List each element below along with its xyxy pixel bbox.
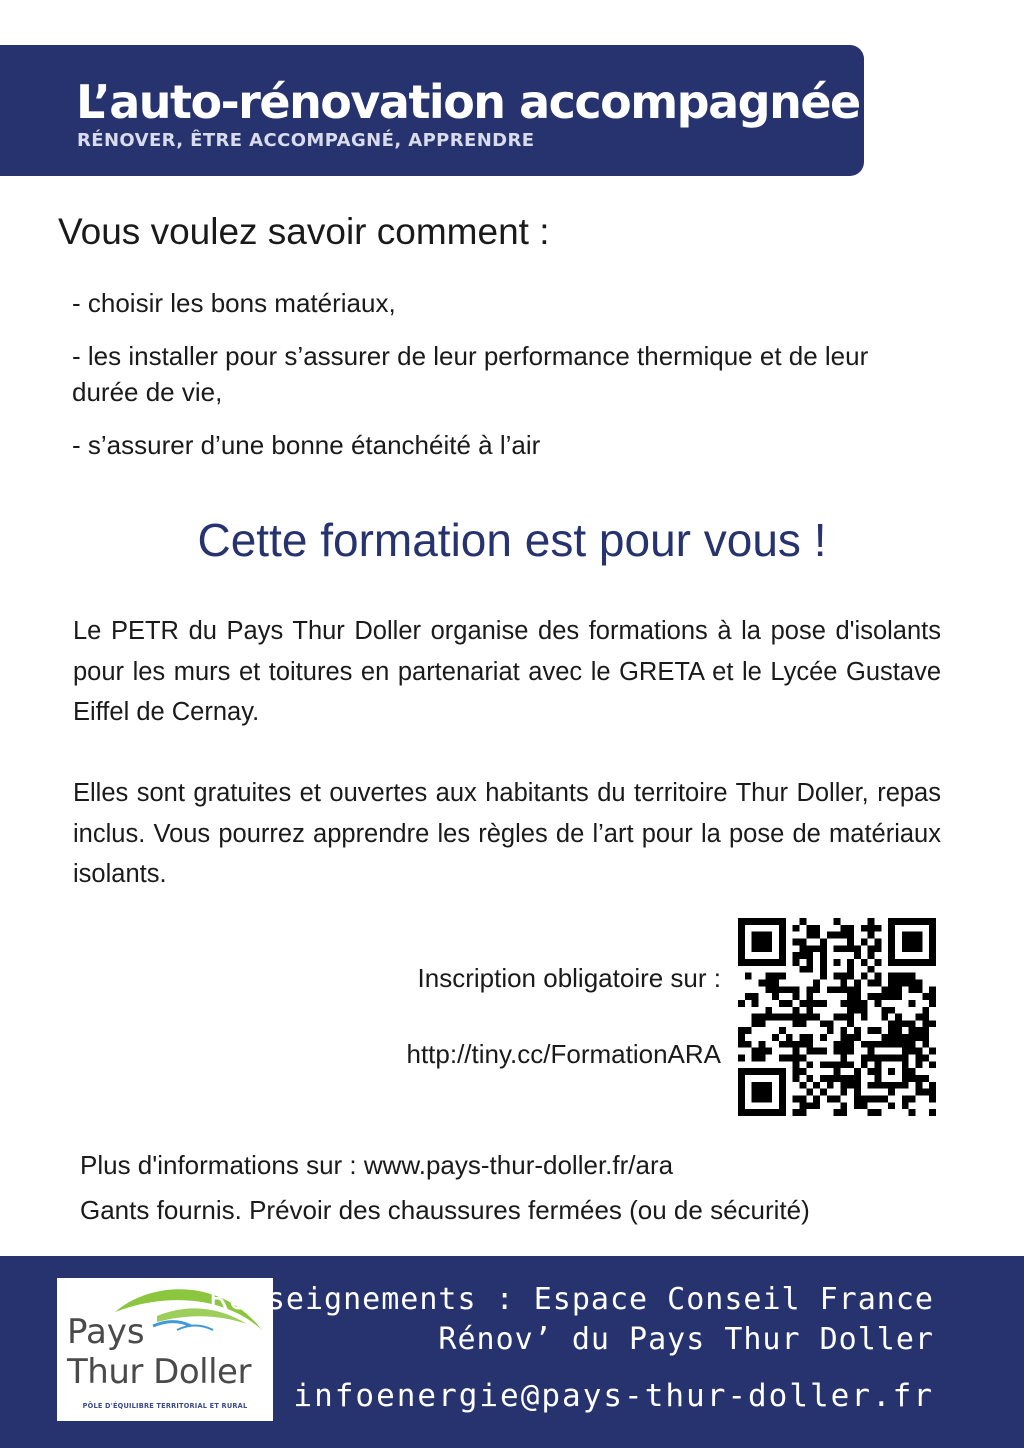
registration-label: Inscription obligatoire sur :	[417, 963, 721, 993]
bullet-list	[72, 285, 932, 480]
qr-code-icon[interactable]	[738, 918, 936, 1116]
bullet-item: - s’assurer d’une bonne étanchéité à l’air	[72, 430, 541, 460]
bullet-item: - les installer pour s’assurer de leur performance thermique et de leur durée de vie,	[72, 341, 869, 407]
intro-question: Vous voulez savoir comment :	[58, 211, 550, 252]
gloves-note: Gants fournis. Prévoir des chaussures fermées (ou de sécurité)	[80, 1195, 810, 1225]
logo-text-line1: Pays	[67, 1312, 145, 1352]
logo-text-line2: Thur Doller	[67, 1352, 251, 1392]
headline: Cette formation est pour vous !	[197, 514, 827, 566]
footer-contact-line2: Rénov’ du Pays Thur Doller	[438, 1322, 934, 1357]
description-paragraph: Elles sont gratuites et ouvertes aux habitants du territoire Thur Doller, repas inclus. Vous pourrez apprendre les règles de l’art pour la pose de matériaux isolants.	[73, 779, 941, 888]
logo-tagline: PÔLE D'ÉQUILIBRE TERRITORIAL ET RURAL	[82, 1402, 248, 1410]
footer-email-link[interactable]: infoenergie@pays-thur-doller.fr	[293, 1378, 934, 1414]
registration-link[interactable]: http://tiny.cc/FormationARA	[406, 1039, 721, 1069]
bullet-item: - choisir les bons matériaux,	[72, 288, 396, 318]
header-subtitle: RÉNOVER, ÊTRE ACCOMPAGNÉ, APPRENDRE	[77, 130, 535, 151]
header-title: L’auto-rénovation accompagnée	[76, 75, 860, 129]
footer-contact-line1: Renseignements : Espace Conseil France	[209, 1282, 934, 1317]
more-info-text: Plus d'informations sur : www.pays-thur-doller.fr/ara	[80, 1150, 674, 1180]
description-paragraph: Le PETR du Pays Thur Doller organise des formations à la pose d'isolants pour les murs et toitures en partenariat avec le GRETA et le Lycée Gustave Eiffel de Cernay.	[73, 617, 941, 726]
